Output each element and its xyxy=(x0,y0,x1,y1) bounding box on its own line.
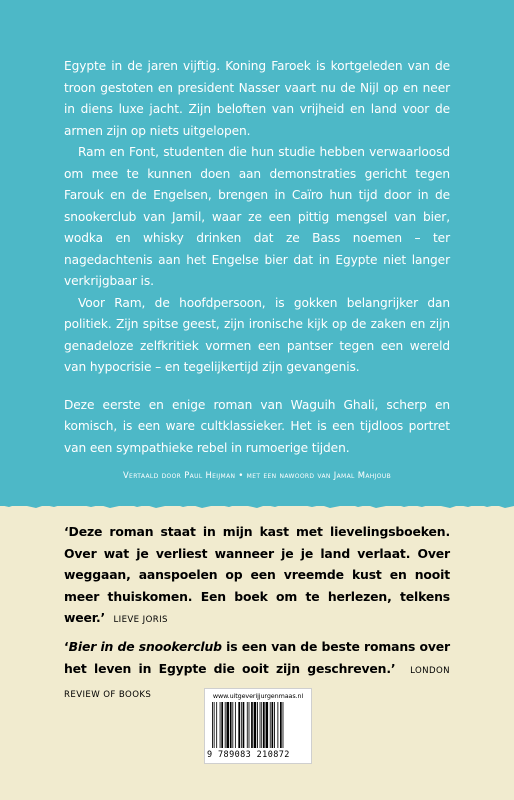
barcode-bar xyxy=(274,702,275,748)
blurb-paragraph-2: Ram en Font, studenten die hun studie hebben verwaarloosd om mee te kunnen doen aan demonstraties gericht tegen Farouk en de Engelsen, brengen in Caïro hun tijd door in de snookerclub van Jamil, waar ze een pittig mengsel van bier, wodka en whisky drinken dat ze Bass noemen – ter nagedachtenis aan het Engelse bier dat in Egypte niet langer verkrijgbaar is. xyxy=(64,145,450,288)
barcode-bar xyxy=(266,702,269,748)
barcode-bar xyxy=(257,702,258,748)
torn-paper-edge xyxy=(0,494,514,518)
barcode-bar xyxy=(212,702,213,748)
quote-source: LIEVE JORIS xyxy=(113,615,168,625)
quote-source: LONDON REVIEW OF BOOKS xyxy=(64,665,451,700)
barcode-bar xyxy=(261,702,262,748)
isbn-number: 9 789083 210872 xyxy=(207,750,290,760)
blurb-paragraph-3: Voor Ram, de hoofdpersoon, is gokken belangrijker dan politiek. Zijn spitse geest, zijn ironische kijk op de zaken en zijn genadeloze zelfkritiek vormen een pantser tegen een wereld van hypocrisie – en tegelijkertijd zijn gevangenis. xyxy=(64,295,450,374)
barcode-bar xyxy=(272,702,274,748)
barcode-bar xyxy=(254,702,257,748)
barcode-bar xyxy=(247,702,248,748)
barcode-bar xyxy=(263,702,265,748)
barcode-bars xyxy=(212,702,304,748)
barcode-bar xyxy=(249,702,250,748)
barcode-bar xyxy=(235,702,236,748)
review-quote-lieve-joris: ‘Deze roman staat in mijn kast met lievelingsboeken. Over wat je verliest wanneer je je land verlaat. Over weggaan, aanspoelen op een vreemde kust en nooit meer thuiskomen. Een boek om te herlezen, telkens weer.’ LIEVE JORIS xyxy=(64,524,450,625)
blurb-paragraph-1: Egypte in de jaren vijftig. Koning Faroek is kortgeleden van de troon gestoten en president Nasser vaart nu de Nijl op en neer in diens luxe jacht. Zijn beloften van vrijheid en land voor de armen zijn op niets uitgelopen. xyxy=(64,59,450,138)
review-quote-lrb: ‘Bier in de snookerclub is een van de beste romans over het leven in Egypte die ooit zijn geschreven.’ LONDON REVIEW OF BOOKS xyxy=(64,639,451,700)
blurb-text xyxy=(64,56,450,459)
translator-credit: Vertaald door Paul Heijman • met een nawoord van Jamal Mahjoub xyxy=(122,470,392,480)
book-title-italic: Bier in de snookerclub xyxy=(68,639,222,654)
barcode-bar xyxy=(251,702,253,748)
barcode-bar xyxy=(238,702,240,748)
barcode-bar xyxy=(220,702,221,748)
barcode-bar xyxy=(283,702,284,748)
barcode-bar xyxy=(225,702,226,748)
barcode-bar xyxy=(241,702,242,748)
barcode-bar xyxy=(230,702,232,748)
blurb-paragraph-4: Deze eerste en enige roman van Waguih Ghali, scherp en komisch, is een ware cultklassieker. Het is een tijdloos portret van een sympathieke rebel in rumoerige tijden. xyxy=(64,397,450,455)
barcode-bar xyxy=(243,702,245,748)
barcode-bar xyxy=(280,702,282,748)
barcode-bar xyxy=(226,702,229,748)
barcode-bar xyxy=(270,702,271,748)
barcode-bar xyxy=(216,702,217,748)
barcode-bar xyxy=(277,702,278,748)
barcode-bar xyxy=(232,702,233,748)
publisher-url: www.uitgeverijjurgenmaas.nl xyxy=(212,692,304,700)
isbn-barcode-label xyxy=(204,688,312,764)
barcode-bar xyxy=(214,702,215,748)
barcode-bar xyxy=(260,702,261,748)
barcode-bar xyxy=(221,702,223,748)
